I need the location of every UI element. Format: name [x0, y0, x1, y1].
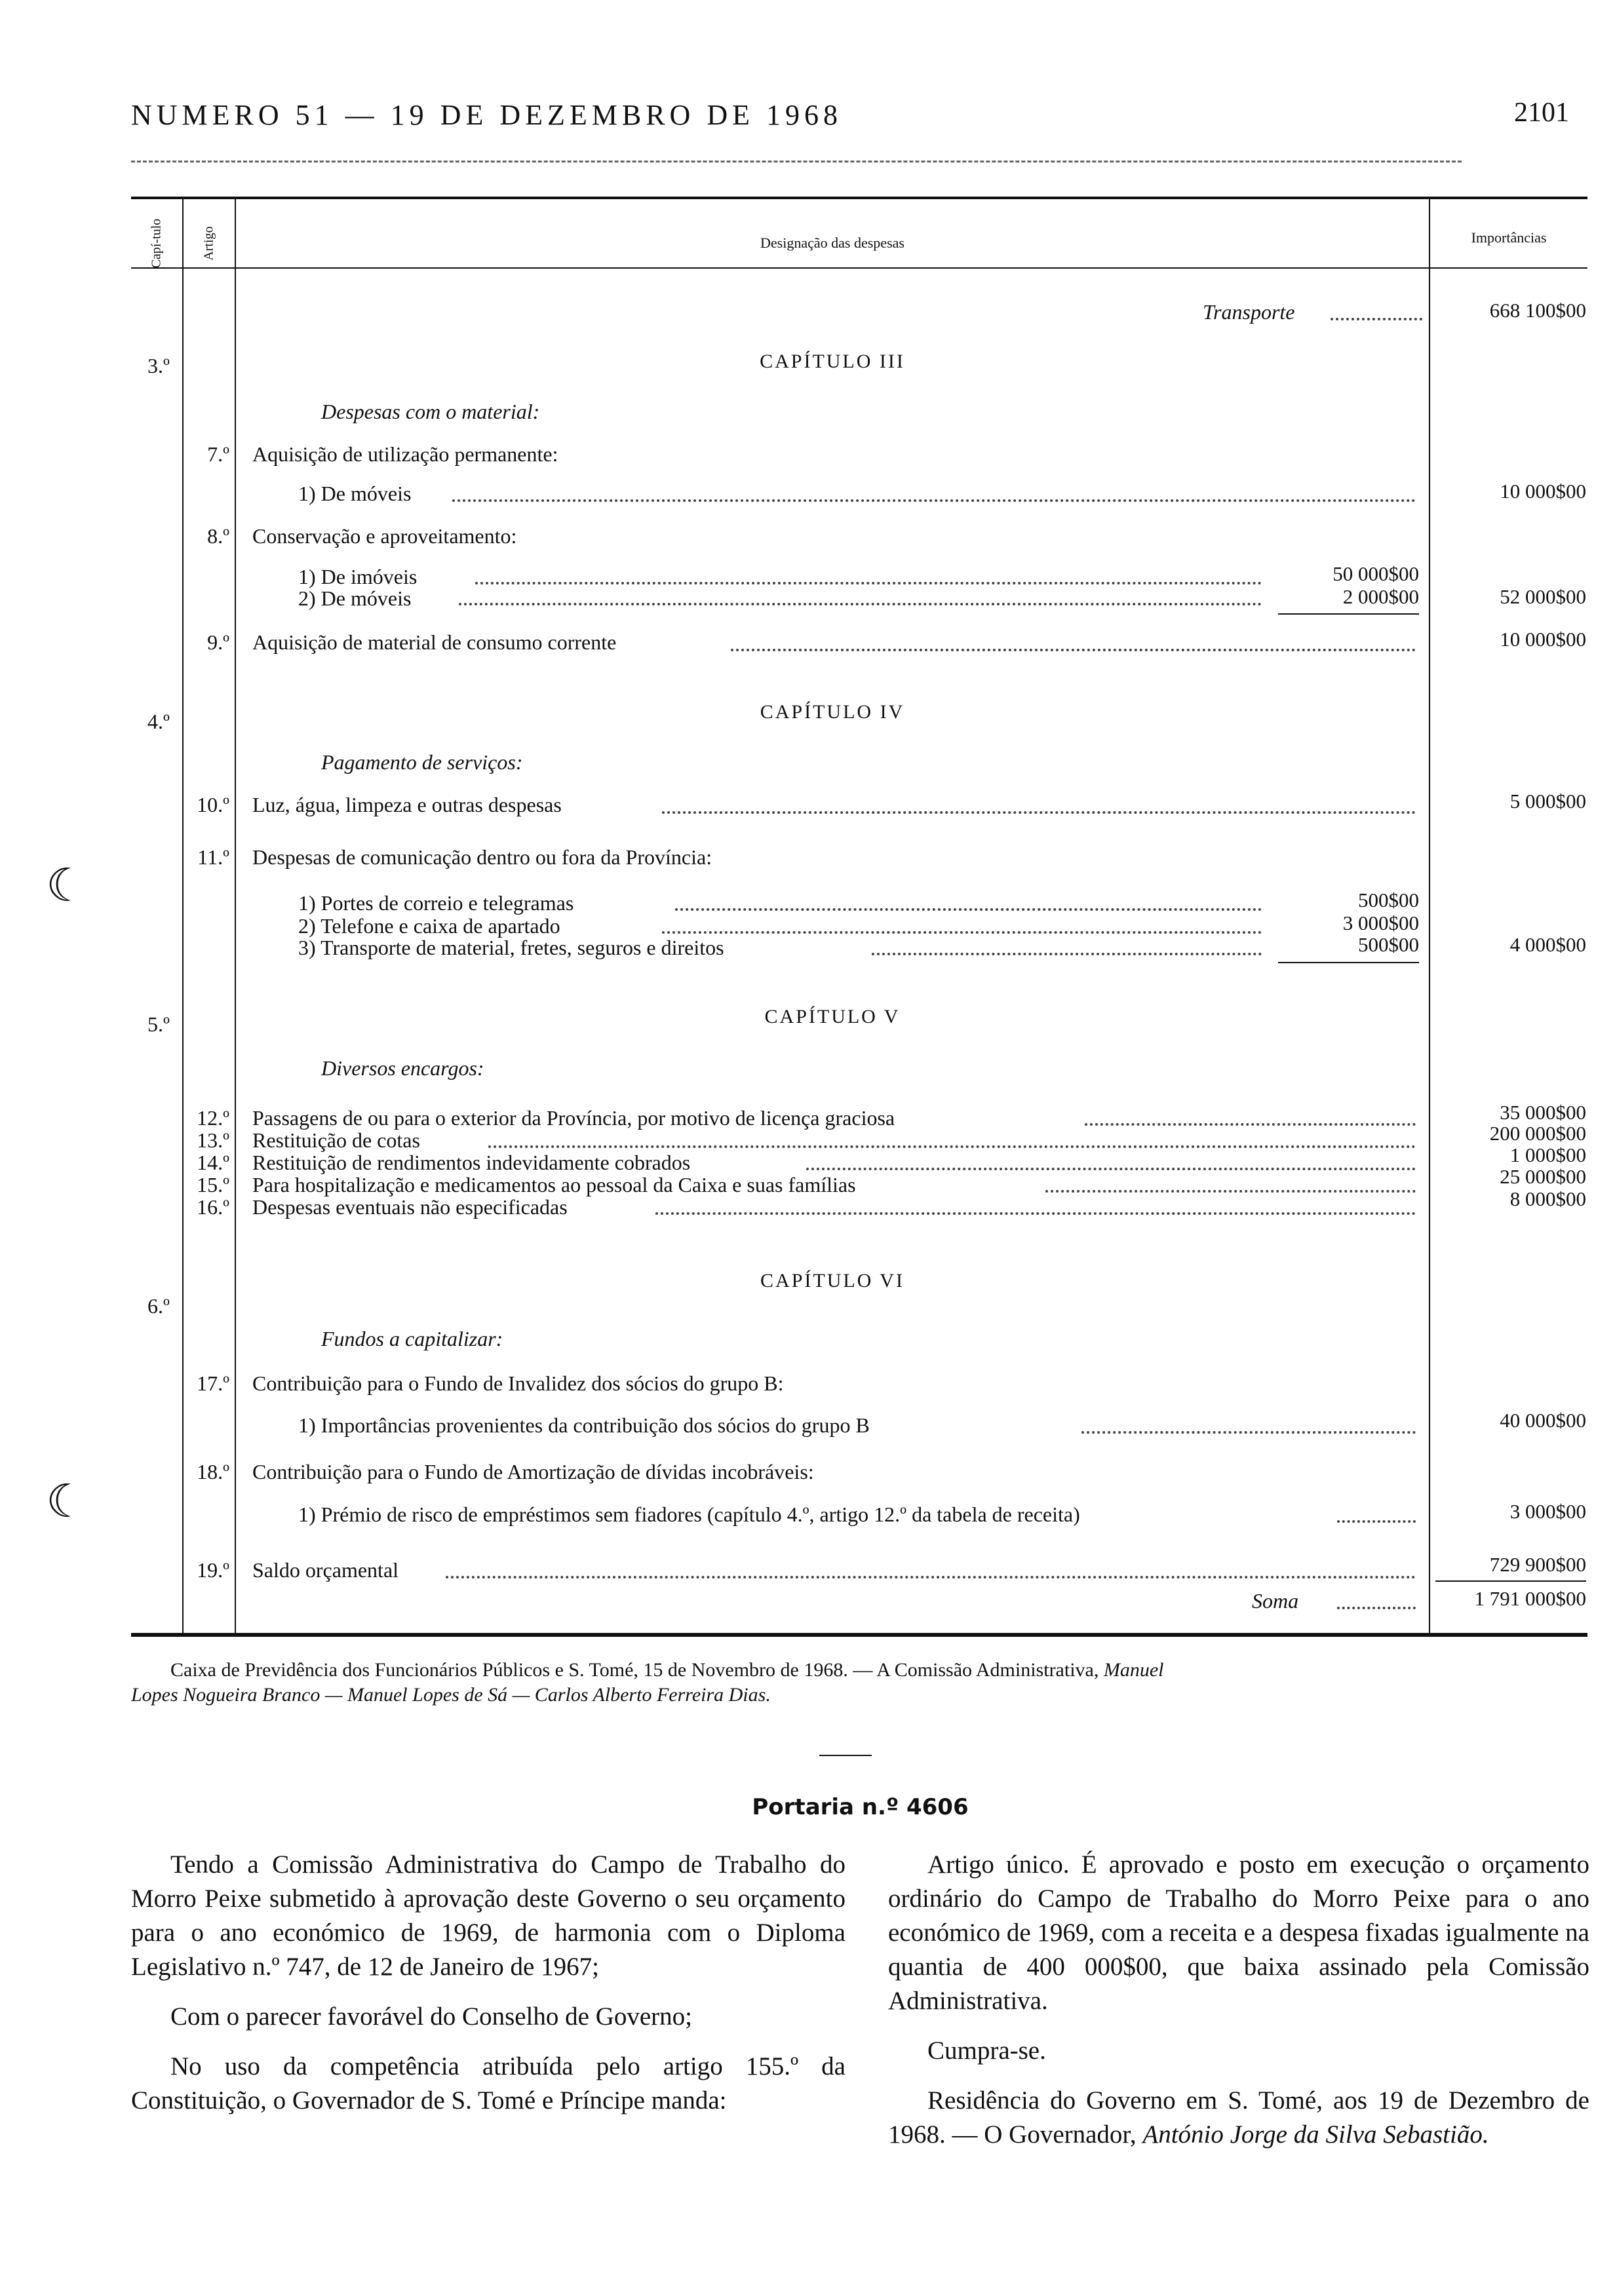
- article-number: 13.º: [197, 1128, 229, 1152]
- article-text: Aquisição de material de consumo corrente: [252, 630, 617, 654]
- page-header-title: NUMERO 51 — 19 DE DEZEMBRO DE 1968: [131, 99, 842, 131]
- col-header-designacao: Designação das despesas: [760, 235, 905, 251]
- col-divider-capitulo: [182, 197, 184, 1633]
- article-text: Luz, água, limpeza e outras despesas: [252, 793, 562, 816]
- article-number: 10.º: [197, 793, 229, 816]
- portaria-paragraph: Tendo a Comissão Administrativa do Campo de Trabalho do Morro Peixe submetido à aprovação deste Governo o seu orçamento para o ano económico de 1969, de harmonia com o Diploma Legislativo n.º 747, de 12 de Janeiro de 1967;: [131, 1850, 846, 1981]
- article-number: 15.º: [197, 1173, 229, 1196]
- dot-leader: [1337, 1607, 1416, 1609]
- punch-hole-mark-icon: ☾: [46, 1477, 87, 1527]
- article-item: 1) Portes de correio e telegramas: [298, 891, 574, 915]
- portaria-paragraph: Artigo único. É aprovado e posto em execução o orçamento ordinário do Campo de Trabalho do Morro Peixe para o ano económico de 1969, com a receita e a despesa fixadas igualmente na quantia de 400 000$00, que baixa assinado pela Comissão Administrativa.: [888, 1850, 1589, 2015]
- article-item-value: 500$00: [1358, 933, 1419, 956]
- total-rule: [1435, 1580, 1586, 1582]
- article-text: Passagens de ou para o exterior da Província, por motivo de licença graciosa: [252, 1106, 895, 1130]
- dot-leader: [452, 499, 1416, 502]
- article-total: 3 000$00: [1509, 1500, 1586, 1523]
- chapter-number: 5.º: [147, 1012, 170, 1036]
- article-item: 2) Telefone e caixa de apartado: [298, 914, 560, 938]
- article-text: Saldo orçamental: [252, 1558, 399, 1582]
- chapter-number: 6.º: [147, 1294, 170, 1318]
- col-header-capitulo: Capí-tulo: [149, 218, 164, 269]
- portaria-paragraph: Com o parecer favorável do Conselho de Governo;: [170, 2002, 692, 2031]
- article-text: Restituição de rendimentos indevidamente cobrados: [252, 1151, 691, 1174]
- subtotal-rule: [1278, 962, 1419, 963]
- article-text: Conservação e aproveitamento:: [252, 524, 517, 548]
- signature-names-line1: Manuel: [1103, 1659, 1164, 1681]
- table-bottom-rule: [131, 1633, 1587, 1637]
- article-total: 10 000$00: [1500, 628, 1586, 651]
- article-number: 16.º: [197, 1195, 229, 1219]
- dot-leader: [675, 908, 1262, 911]
- article-number: 17.º: [197, 1371, 229, 1395]
- portaria-paragraph: Cumpra-se.: [927, 2037, 1046, 2065]
- article-item-value: 500$00: [1358, 889, 1419, 911]
- subtotal-rule: [1278, 613, 1419, 615]
- article-text: Para hospitalização e medicamentos ao pessoal da Caixa e suas famílias: [252, 1173, 856, 1196]
- section-separator: [819, 1755, 872, 1756]
- chapter-subtitle: Fundos a capitalizar:: [321, 1327, 503, 1350]
- article-text: Contribuição para o Fundo de Amortização de dívidas incobráveis:: [252, 1460, 814, 1483]
- portaria-right-column: [888, 1848, 1589, 2152]
- portaria-paragraph: No uso da competência atribuída pelo artigo 155.º da Constituição, o Governador de S. Tomé e Príncipe manda:: [131, 2052, 846, 2114]
- dot-leader: [662, 931, 1262, 934]
- article-number: 14.º: [197, 1151, 229, 1174]
- article-item: 2) De móveis: [298, 586, 412, 610]
- page-number: 2101: [1514, 98, 1569, 128]
- chapter-title: CAPÍTULO V: [764, 1006, 901, 1027]
- article-text: Aquisição de utilização permanente:: [252, 442, 558, 466]
- dot-leader: [1081, 1431, 1416, 1434]
- article-item: 1) De móveis: [298, 482, 412, 505]
- signature-names-line2: Lopes Nogueira Branco — Manuel Lopes de Sá — Carlos Alberto Ferreira Dias.: [131, 1684, 771, 1706]
- chapter-number: 4.º: [147, 710, 170, 733]
- article-number: 8.º: [207, 524, 229, 548]
- dot-leader: [446, 1576, 1416, 1578]
- article-text: Despesas eventuais não especificadas: [252, 1195, 568, 1219]
- transporte-label: Transporte: [1203, 300, 1295, 324]
- article-total: 25 000$00: [1500, 1165, 1586, 1188]
- col-divider-artigo: [235, 197, 236, 1633]
- article-item: 3) Transporte de material, fretes, seguros e direitos: [298, 936, 724, 959]
- article-total: 5 000$00: [1509, 790, 1586, 813]
- article-text: Despesas de comunicação dentro ou fora da Província:: [252, 845, 712, 869]
- article-number: 12.º: [197, 1106, 229, 1130]
- dot-leader: [872, 953, 1262, 955]
- article-total: 8 000$00: [1509, 1187, 1586, 1210]
- signature-text: Caixa de Previdência dos Funcionários Públicos e S. Tomé, 15 de Novembro de 1968. — A Comissão Administrativa,: [170, 1659, 1099, 1681]
- chapter-title: CAPÍTULO IV: [760, 701, 905, 723]
- table-top-rule: [131, 197, 1587, 199]
- article-item-value: 3 000$00: [1342, 911, 1419, 934]
- chapter-subtitle: Pagamento de serviços:: [321, 750, 523, 774]
- article-total: 729 900$00: [1489, 1553, 1586, 1576]
- article-text: Restituição de cotas: [252, 1128, 420, 1152]
- dot-leader: [662, 811, 1416, 814]
- dot-leader: [488, 1145, 1416, 1148]
- col-header-artigo: Artigo: [201, 226, 216, 261]
- article-item: 1) De imóveis: [298, 565, 418, 588]
- dot-leader: [475, 582, 1262, 584]
- dot-leader: [1331, 318, 1422, 320]
- chapter-title: CAPÍTULO VI: [760, 1270, 905, 1292]
- dot-leader: [1337, 1520, 1416, 1523]
- portaria-title: Portaria n.º 4606: [752, 1794, 969, 1820]
- article-total: 4 000$00: [1509, 933, 1586, 956]
- article-number: 11.º: [197, 845, 229, 869]
- article-text: Contribuição para o Fundo de Invalidez dos sócios do grupo B:: [252, 1371, 784, 1395]
- dot-leader: [806, 1168, 1416, 1170]
- article-number: 9.º: [207, 630, 229, 654]
- chapter-subtitle: Despesas com o material:: [321, 400, 540, 423]
- col-divider-importancias: [1429, 197, 1430, 1633]
- soma-value: 1 791 000$00: [1474, 1587, 1586, 1610]
- punch-hole-mark-icon: ☾: [46, 861, 87, 911]
- article-total: 52 000$00: [1500, 585, 1586, 608]
- article-number: 19.º: [197, 1558, 229, 1582]
- transporte-value: 668 100$00: [1489, 299, 1586, 322]
- chapter-subtitle: Diversos encargos:: [321, 1056, 484, 1080]
- col-header-importancias: Importâncias: [1471, 229, 1547, 246]
- article-item-value: 50 000$00: [1333, 562, 1419, 585]
- signature-block: [131, 1658, 1589, 1708]
- article-number: 18.º: [197, 1460, 229, 1483]
- header-divider: [131, 161, 1462, 163]
- article-item: 1) Prémio de risco de empréstimos sem fiadores (capítulo 4.º, artigo 12.º da tabela de receita): [298, 1502, 1080, 1526]
- governor-name: António Jorge da Silva Sebastião.: [1142, 2120, 1489, 2149]
- chapter-number: 3.º: [147, 354, 170, 377]
- article-number: 7.º: [207, 442, 229, 466]
- article-total: 200 000$00: [1489, 1122, 1586, 1145]
- dot-leader: [655, 1212, 1416, 1215]
- article-total: 1 000$00: [1509, 1143, 1586, 1166]
- chapter-title: CAPÍTULO III: [760, 351, 905, 372]
- portaria-closing-text: Residência do Governo em S. Tomé, aos 19 de Dezembro de 1968. — O Governador,: [888, 2086, 1589, 2149]
- dot-leader: [1085, 1123, 1416, 1126]
- article-total: 40 000$00: [1500, 1409, 1586, 1432]
- table-header-rule: [131, 267, 1587, 269]
- dot-leader: [731, 649, 1416, 651]
- soma-label: Soma: [1252, 1589, 1299, 1613]
- dot-leader: [1045, 1190, 1416, 1193]
- article-total: 10 000$00: [1500, 480, 1586, 503]
- portaria-left-column: [131, 1848, 846, 2118]
- article-item: 1) Importâncias provenientes da contribuição dos sócios do grupo B: [298, 1413, 870, 1437]
- dot-leader: [459, 603, 1262, 605]
- portaria-closing: [888, 2084, 1589, 2152]
- article-item-value: 2 000$00: [1342, 585, 1419, 608]
- article-total: 35 000$00: [1500, 1101, 1586, 1124]
